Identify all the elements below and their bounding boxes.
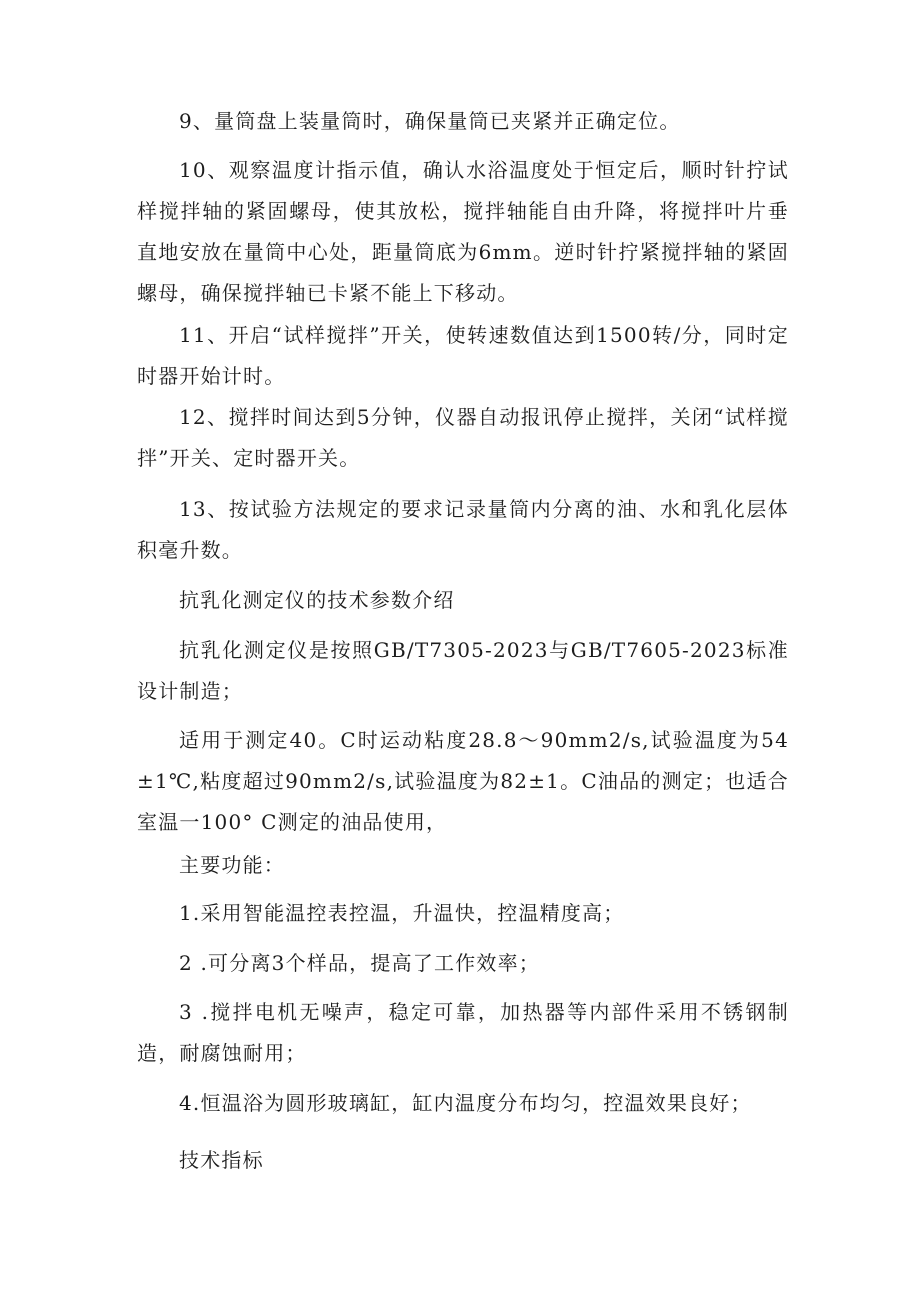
functions-heading: 主要功能： [179, 853, 285, 877]
step-9-text: 9、量筒盘上装量筒时，确保量筒已夹紧并正确定位。 [179, 109, 681, 133]
step-12-text: 12、搅拌时间达到5分钟，仪器自动报讯停止搅拌，关闭“试样搅拌”开关、定时器开关。 [137, 405, 789, 470]
function-item-4: 4.恒温浴为圆形玻璃缸，缸内温度分布均匀，控温效果良好； [179, 1091, 752, 1115]
spec-heading: 技术指标 [179, 1148, 264, 1172]
step-10-text: 10、观察温度计指示值，确认水浴温度处于恒定后，顺时针拧试样搅拌轴的紧固螺母，使其放松，搅拌轴能自由升降，将搅拌叶片垂直地安放在量筒中心处，距量筒底为6mm。逆时针拧紧搅拌轴的紧固螺母，确保搅拌轴已卡紧不能上下移动。 [137, 158, 789, 305]
intro-paragraph: 抗乳化测定仪是按照GB/T7305-2023与GB/T7605-2023标准设计制造； [137, 638, 789, 703]
scope-paragraph: 适用于测定40。C时运动粘度28.8～90mm2/s,试验温度为54±1℃,粘度超过90mm2/s,试验温度为82±1。C油品的测定；也适合室温一100° C测定的油品使用， [137, 728, 789, 834]
function-item-1: 1.采用智能温控表控温，升温快，控温精度高； [179, 901, 625, 925]
function-item-2: 2 .可分离3个样品，提高了工作效率； [179, 951, 540, 975]
section-title: 抗乳化测定仪的技术参数介绍 [179, 588, 455, 612]
function-item-3: 3 .搅拌电机无噪声，稳定可靠，加热器等内部件采用不锈钢制造，耐腐蚀耐用； [137, 1000, 789, 1065]
step-11-text: 11、开启“试样搅拌”开关，使转速数值达到1500转/分，同时定时器开始计时。 [137, 323, 789, 388]
step-13-text: 13、按试验方法规定的要求记录量筒内分离的油、水和乳化层体积毫升数。 [137, 497, 789, 562]
